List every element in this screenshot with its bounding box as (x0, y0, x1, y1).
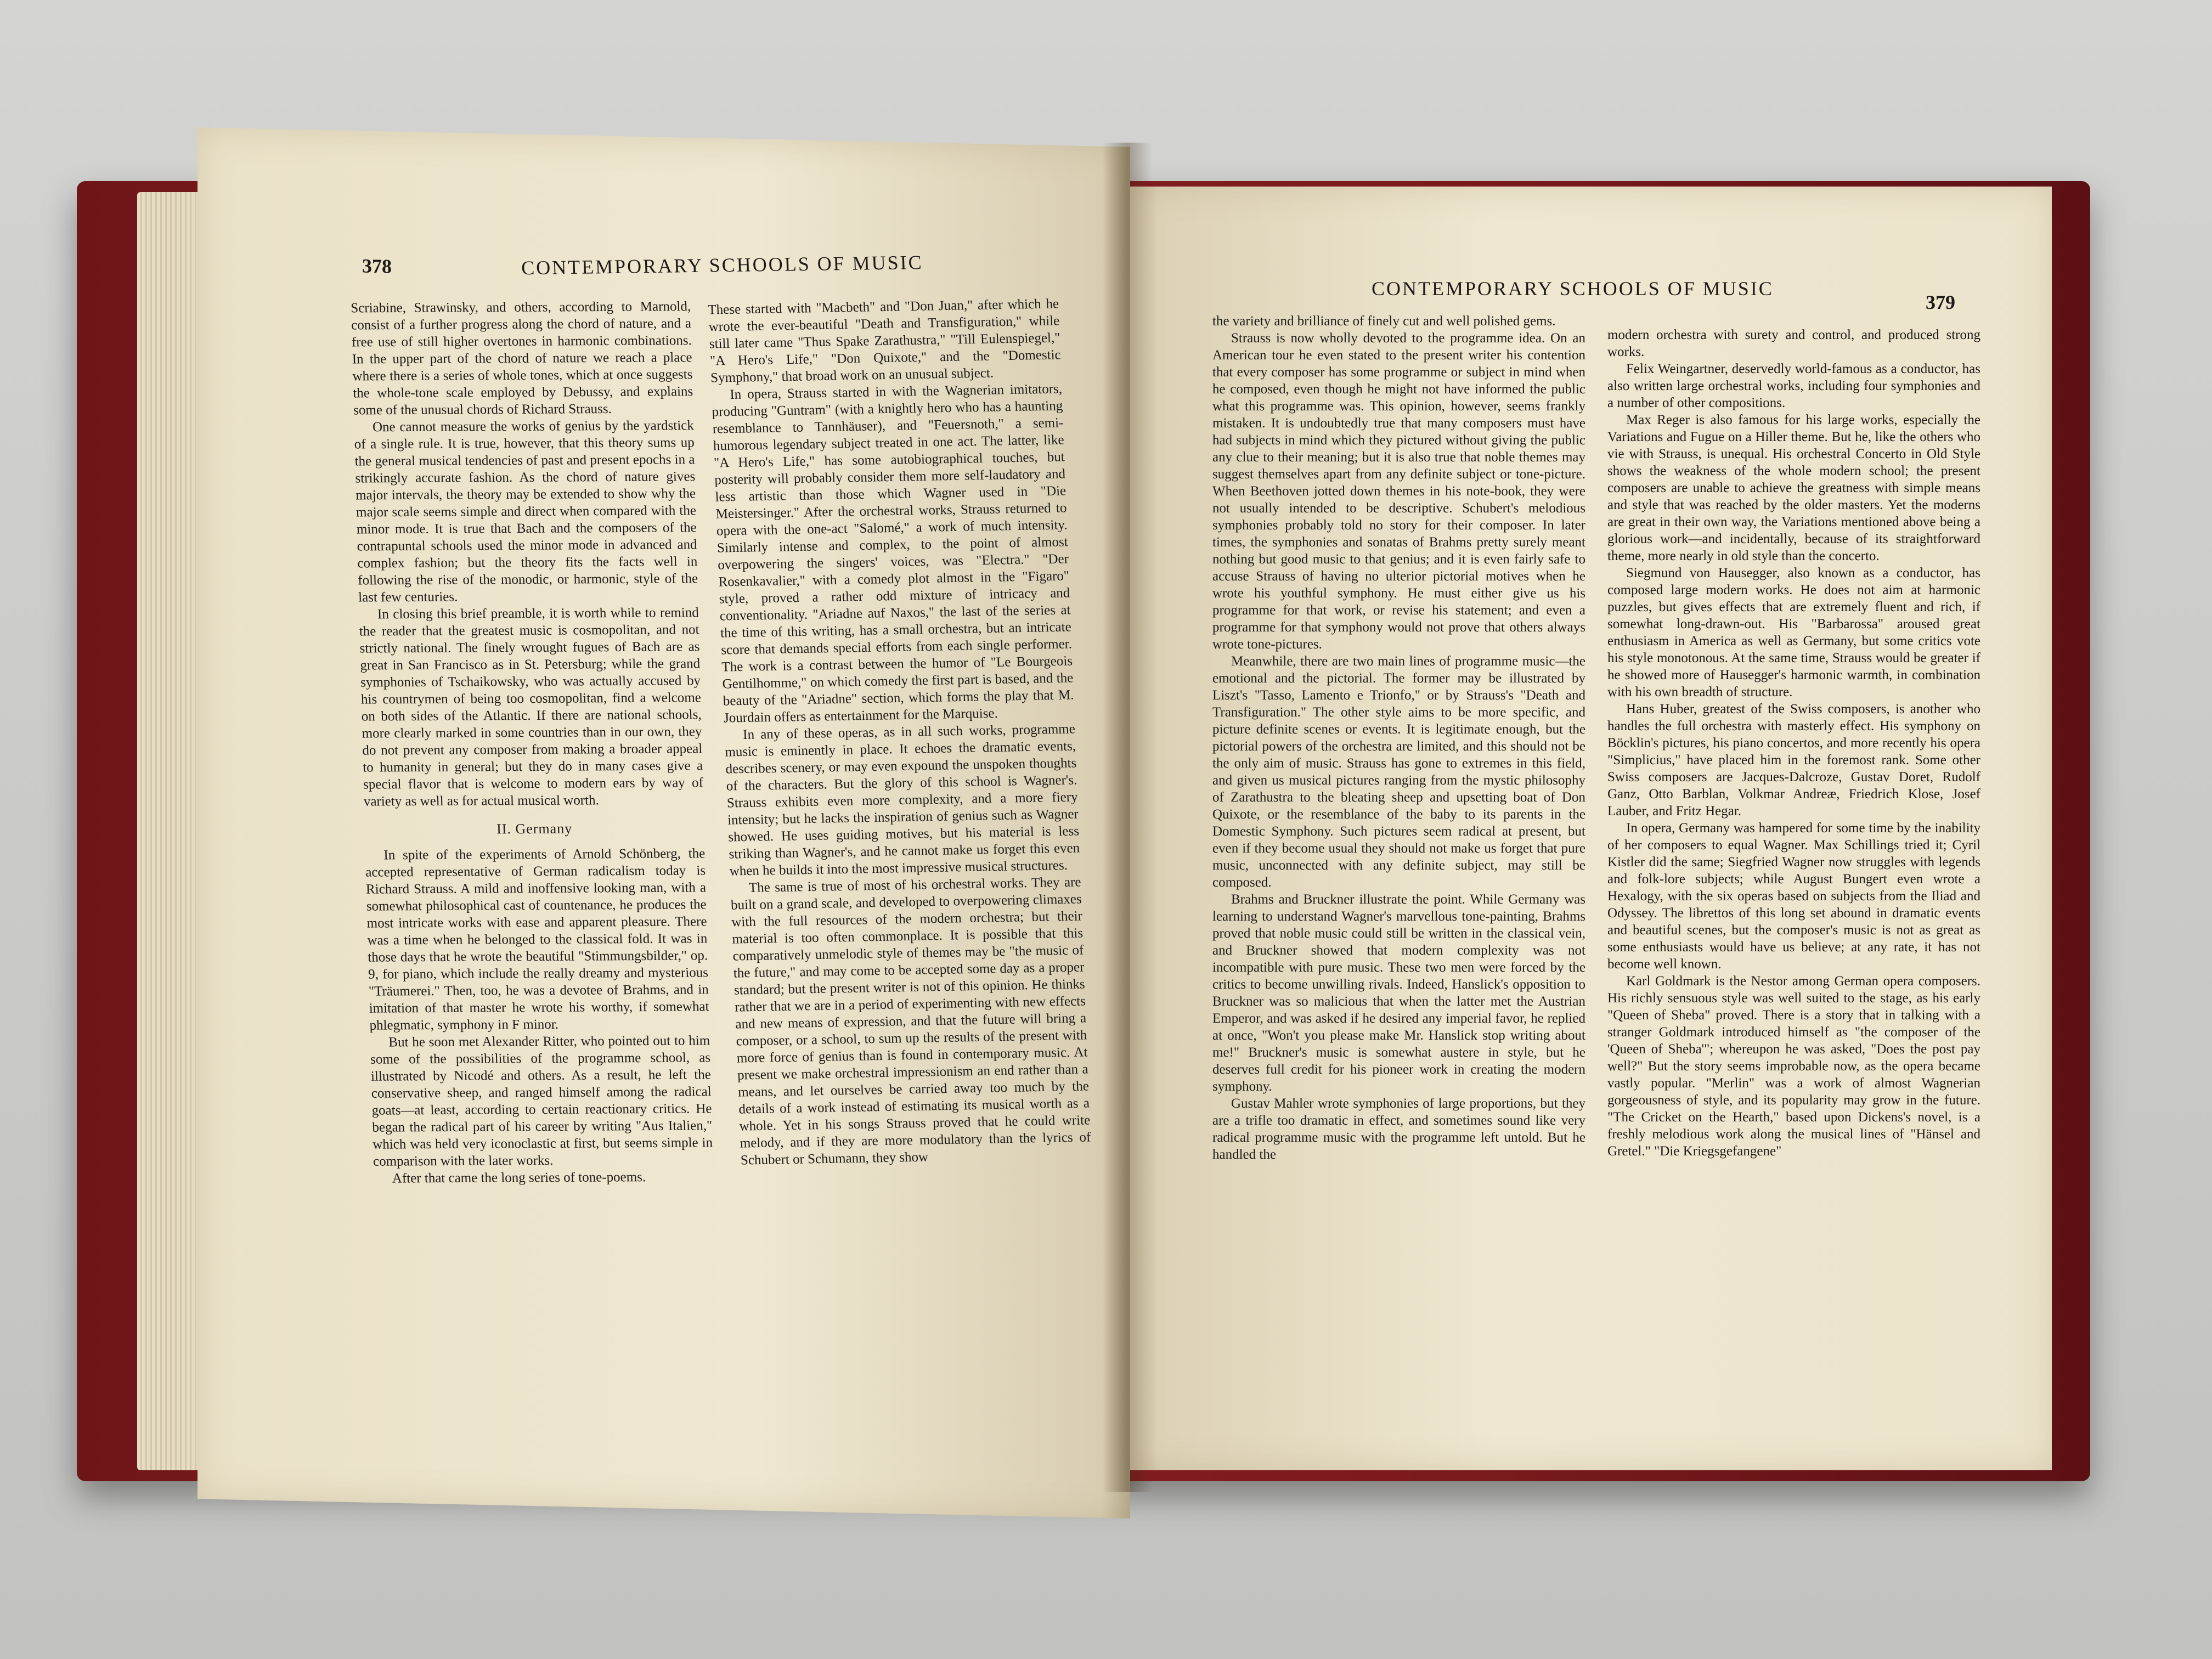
paragraph: Felix Weingartner, deservedly world-famous as a conductor, has also written large orchestral works, including four symphonies and a number of other compositions. (1607, 362, 1980, 410)
paragraph: In opera, Germany was hampered for some time by the inability of her composers to equal Wagner. Max Schillings tried it; Cyril Kistler did the same; Siegfried Wagner now struggles with legends and folk-lore subjects; while August Bungert even wrote a Hexalogy, with the six operas based on subjects from the Iliad and Odyssey. The librettos of this long set abound in dramatic events and beautiful scenes, but the composer's music is not as great as some enthusiasts would have us believe; at any rate, it has not become well known. (1607, 821, 1980, 972)
paragraph: In spite of the experiments of Arnold Schönberg, the accepted representative of German radicalism today is Richard Strauss. A mild and inoffensive looking man, with a somewhat philosophical cast of countenance, he produces the most intricate works with ease and apparent pleasure. There was a time when he belonged to the classical fold. It was in those days that he wrote the beautiful "Stimmungsbilder," op. 9, for piano, which include the really dreamy and mysterious "Träumerei." Then, too, he was a devotee of Brahms, and in imitation of that master he wrote his worthy, if somewhat phlegmatic, symphony in F minor. (365, 846, 709, 1033)
paragraph: One cannot measure the works of genius by the yardstick of a single rule. It is true, however, that this theory sums up the general musical tendencies of past and present epochs in a strikingly accurate fashion. As the chord of nature gives major intervals, the theory may be extended to show why the major scale seems simple and direct when compared with the minor mode. It is true that Bach and the composers of the contrapuntal schools used the minor mode in advanced and complex fashion; but the theory fits the facts well in following the rise of the monodic, or harmonic, style of the last few centuries. (354, 418, 698, 605)
right-page-number: 379 (1926, 291, 1955, 313)
left-page-number: 378 (362, 255, 392, 278)
paragraph: modern orchestra with surety and control, and produced strong works. (1607, 328, 1980, 359)
right-running-head: CONTEMPORARY SCHOOLS OF MUSIC (1372, 278, 1774, 300)
paragraph: Strauss is now wholly devoted to the programme idea. On an American tour he even stated to the present writer his contention that every composer has some programme or subject in mind when he composed, even though he might not have informed the public what this programme was. This opinion, however, seems frankly mistaken. It is undoubtedly true that many composers must have had subjects in mind which they pictured without giving the public any clue to their meaning; but it is also true that noble themes may suggest themselves apart from any definite subject or tone-picture. When Beethoven jotted down themes in his note-book, they were not usually intended to be descriptive. Schubert's melodious symphonies probably told no story for their composer. In later times, the symphonies and sonatas of Brahms pretty surely meant nothing but good music to that genius; and it is even fairly safe to accuse Strauss of having no ulterior pictorial motives when he wrote his youthful symphony. He must either give us his programme for that work, or revise his statement; and even a programme for that symphony would not prove that others always wrote tone-pictures. (1212, 331, 1585, 652)
left-page (198, 127, 1130, 1519)
paragraph: Scriabine, Strawinsky, and others, according to Marnold, consist of a further progress along the chord of nature, and a free use of still higher overtones in harmonic combinations. In the upper part of the chord of nature we reach a place where there is a series of whole tones, which at once suggests the whole-tone scale employed by Debussy, and explains some of the unusual chords of Richard Strauss. (350, 299, 693, 418)
paragraph: Brahms and Bruckner illustrate the point. While Germany was learning to understand Wagner's marvellous tone-painting, Brahms proved that noble music could still be written in the classical vein, and Bruckner showed that modern complexity was not incompatible with pure music. These two men were forced by the critics to become unwilling rivals. Indeed, Hanslick's opposition to Bruckner was so malicious that when the latter met the Austrian Emperor, and was asked if he desired any imperial favor, he replied at once, "Won't you please make Mr. Hanslick stop writing about me!" Bruckner's music is somewhat austere in style, but he deserves full credit for his pioneer work in creating the modern symphony. (1212, 892, 1585, 1094)
left-column-2 (708, 295, 1092, 1169)
paragraph: Meanwhile, there are two main lines of programme music—the emotional and the pictorial. The former may be illustrated by Liszt's "Tasso, Lamento e Trionfo," or by Strauss's "Death and Transfiguration." The other style aims to be more specific, and picture definite scenes or events. It is legitimate enough, but the pictorial powers of the orchestra are limited, and this should not be the only aim of music. Strauss has gone to extremes in this field, and given us musical pictures ranging from the mystic philosophy of Zarathustra to the bleating sheep and upsetting boat of Don Quixote, or the resemblance of the baby to its parents in the Domestic Symphony. Such pictures seem radical at present, but even if they become usual they should not make us forget that pure music, unconnected with any definite subject, may still be composed. (1212, 654, 1585, 890)
paragraph: Siegmund von Hausegger, also known as a conductor, has composed large modern works. He does not aim at harmonic puzzles, but gives effects that are extremely fluent and rich, if somewhat long-drawn-out. His "Barbarossa" aroused great enthusiasm in America as well as Germany, but some critics vote his style monotonous. At the same time, Strauss would be greater if he showed more of Hausegger's harmonic warmth, in combination with his own breadth of structure. (1607, 566, 1980, 699)
paragraph: Karl Goldmark is the Nestor among German opera composers. His richly sensuous style was well suited to the stage, as his early "Queen of Sheba" proved. There is a story that in talking with a stranger Goldmark introduced himself as "the composer of the 'Queen of Sheba'"; whereupon he was asked, "Does the post pay well?" But the story seems improbable now, as the opera became vastly popular. "Merlin" was a work of almost Wagnerian gorgeousness of style, and its popularity may grow in the future. "The Cricket on the Hearth," based upon Dickens's novel, is a freshly melodious work along the musical lines of "Hänsel and Gretel." "Die Kriegsgefangene" (1607, 974, 1980, 1159)
right-column-2 (1607, 326, 1980, 1160)
paragraph: But he soon met Alexander Ritter, who pointed out to him some of the possibilities of the programme school, as illustrated by Nicodé and others. As a result, he left the conservative sheep, and ranged himself among the radical goats—at least, according to certain reactionary critics. He began the radical part of his career by writing "Aus Italien," which was held very iconoclastic at first, but seems simple in comparison with the later works. (370, 1033, 713, 1169)
left-running-head: CONTEMPORARY SCHOOLS OF MUSIC (521, 251, 924, 279)
paragraph: The same is true of most of his orchestral works. They are built on a grand scale, and developed to overpowering climaxes with the full resources of the modern orchestra; but their material is too often commonplace. It is possible that this comparatively unmelodic style of themes may be "the music of the future," and may come to be accepted some day as a proper standard; but the present writer is not of this opinion. He thinks rather that we are in a period of experimenting with new effects and new means of expression, and that the future will bring a composer, or a school, to sum up the results of the present with more force of genius than is found in contemporary music. At present we make orchestral impressionism an end rather than a means, and let ourselves be carried away too much by the details of a work instead of estimating its musical worth as a whole. Yet in his songs Strauss proved that he could write melody, and if they are more modulatory than the lyrics of Schubert or Schumann, they show (730, 874, 1091, 1168)
paragraph: Max Reger is also famous for his large works, especially the Variations and Fugue on a Hiller theme. But he, like the others who vie with Strauss, is unequal. His orchestral Concerto in Old Style shows the weakness of the whole modern school; the present composers are unable to achieve the greatness with simple means and style that was reached by the older masters. Yet the moderns are great in their own way, the Variations mentioned above being a glorious work—and incidentally, because of its straightforward theme, more nearly in old style than the concerto. (1607, 413, 1980, 563)
paragraph: Gustav Mahler wrote symphonies of large proportions, but they are a trifle too dramatic in effect, and sometimes sound like very radical programme music with the programme left untold. But he handled the (1212, 1096, 1585, 1162)
right-page (1130, 187, 2052, 1470)
paragraph: Hans Huber, greatest of the Swiss composers, is another who handles the full orchestra with masterly effect. His symphony on Böcklin's pictures, his piano concertos, and more recently his opera "Simplicius," have placed him in the foremost rank. Some other Swiss composers are Jacques-Dalcroze, Gustav Doret, Rudolf Ganz, Otto Barblan, Volkmar Andreæ, Friedrich Klose, Josef Lauber, and Fritz Hegar. (1607, 702, 1980, 819)
paragraph: In closing this brief preamble, it is worth while to remind the reader that the greatest music is cosmopolitan, and not strictly national. The finely wrought fugues of Bach are as great in San Francisco as in St. Petersburg; while the grand symphonies of Tschaikowsky, who was actually accused by his countrymen of being too cosmopolitan, find a welcome on both sides of the Atlantic. If there are national schools, more clearly marked in some countries than in our own, they do not prevent any composer from making a broader appeal to humanity in general; but they do in many cases give a special flavor that is welcome to modern ears by way of variety as well as for actual musical worth. (359, 605, 704, 809)
right-column-1 (1212, 313, 1585, 1163)
paragraph: In opera, Strauss started in with the Wagnerian imitators, producing "Guntram" (with a knightly hero who has a haunting resemblance to Tannhäuser), and "Feuersnoth," a semi-humorous legendary subject treated in one act. The latter, like "A Hero's Life," has some autobiographical touches, but posterity will probably consider them more self-laudatory and less artistic than those which Wagner used in "Die Meistersinger." After the orchestral works, Strauss returned to opera with the one-act "Salomé," a work of much intensity. Similarly intense and complex, to the point of almost overpowering the singers' voices, was "Electra." "Der Rosenkavalier," with a comedy plot almost in the "Figaro" style, proved a rather odd mixture of intricacy and conventionality. "Ariadne auf Naxos," the last of the series at the time of this writing, has a small orchestra, but an intricate score that demands special efforts from each single performer. The work is a contrast between the humor of "Le Bourgeois Gentilhomme," on which comedy the first part is based, and the beauty of the "Ariadne" section, which forms the play that M. Jourdain offers as entertainment for the Marquise. (712, 381, 1074, 726)
paragraph: the variety and brilliance of finely cut and well polished gems. (1212, 314, 1556, 329)
left-column-1 (351, 298, 714, 1187)
paragraph: In any of these operas, as in all such works, programme music is eminently in place. It echoes the dramatic events, describes scenery, or may even expound the unspoken thoughts of the characters. But the glory of this school is Wagner's. Strauss exhibits even more complexity, and a more fiery intensity; but he lacks the inspiration of genius such as Wagner showed. He uses guiding motives, but his material is less striking than Wagner's, and he cannot make us forget this even when he builds it into the most impressive musical structures. (724, 721, 1080, 879)
paragraph: These started with "Macbeth" and "Don Juan," after which he wrote the ever-beautiful "Death and Transfiguration," while still later came "Thus Spake Zarathustra," "Till Eulenspiegel," "A Hero's Life," "Don Quixote," and the "Domestic Symphony," that broad work on an unusual subject. (707, 296, 1062, 386)
paragraph: After that came the long series of tone-poems. (392, 1170, 646, 1186)
section-heading: II. Germany (496, 820, 573, 837)
